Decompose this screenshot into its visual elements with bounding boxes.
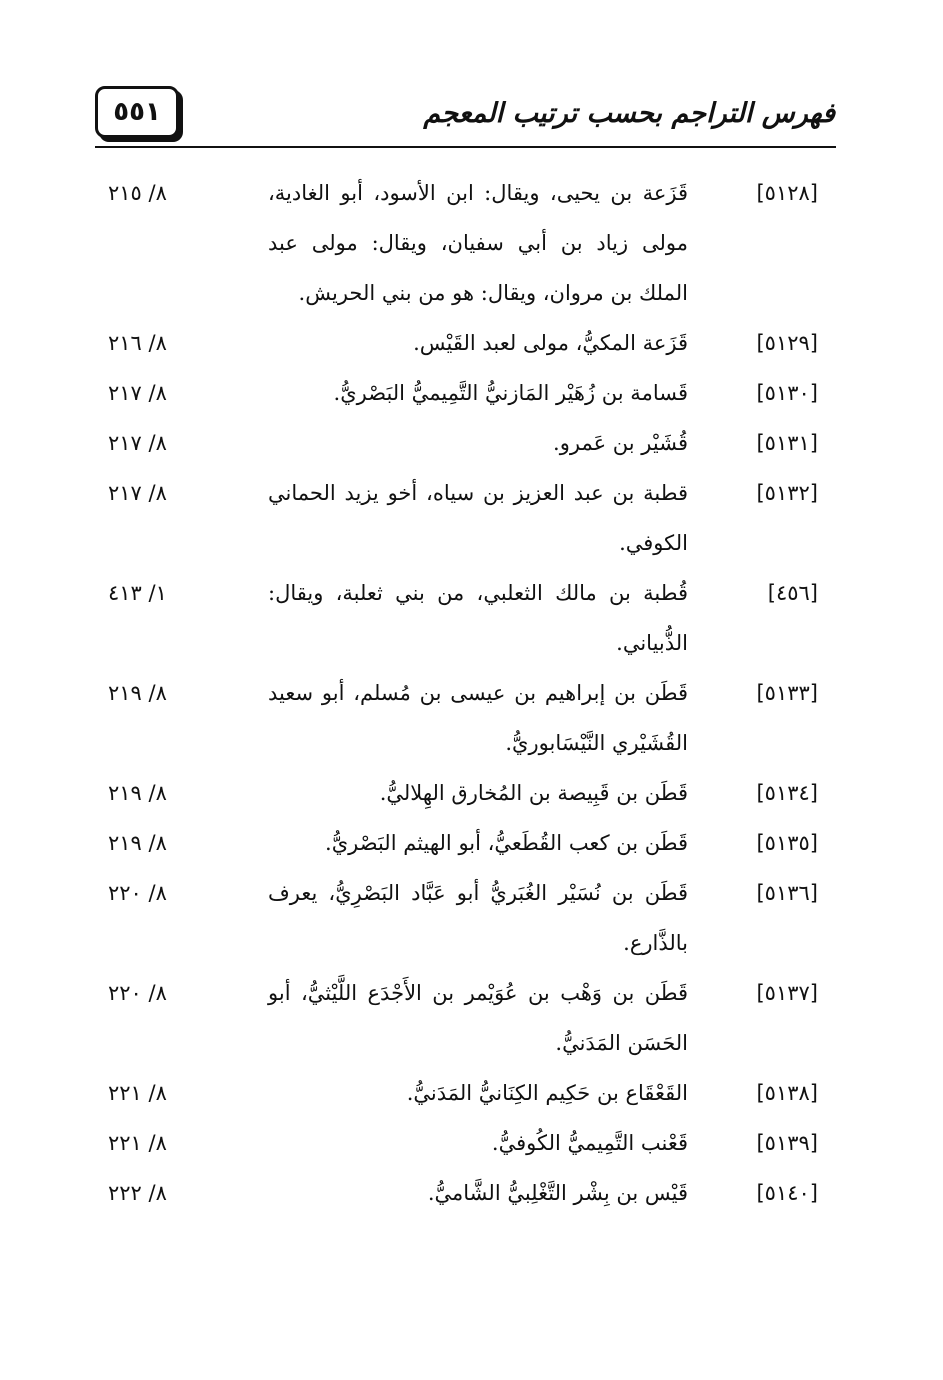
entry-reference: ٨/ ٢١٧: [108, 381, 167, 405]
entry-number: [٥١٣٧]: [756, 981, 818, 1005]
entry-reference: ٨/ ٢١٦: [108, 331, 167, 355]
header-divider: [95, 146, 836, 148]
index-entry-5131: [0, 418, 943, 468]
page-title: فهرس التراجم بحسب ترتيب المعجم: [423, 98, 835, 129]
entry-text: قطبة بن عبد العزيز بن سياه، أخو يزيد الحماني الكوفي.: [268, 481, 688, 555]
index-entry-5135: [0, 818, 943, 868]
entry-text: قَيْس بن بِشْر التَّغْلِبيُّ الشَّاميُّ.: [427, 1181, 688, 1205]
index-entry-5134: [0, 768, 943, 818]
entry-number: [٤٥٦]: [767, 581, 818, 605]
index-entry-456: [0, 568, 943, 668]
entry-number: [٥١٣٢]: [756, 481, 818, 505]
entry-number: [٥١٢٩]: [756, 331, 818, 355]
index-entry-5129: [0, 318, 943, 368]
entry-reference: ٨/ ٢١٥: [108, 181, 167, 205]
index-entry-5128: [0, 168, 943, 318]
entry-reference: ٨/ ٢٢٠: [108, 881, 167, 905]
entry-reference: ٨/ ٢١٩: [108, 781, 167, 805]
entry-reference: ٨/ ٢٢١: [108, 1131, 167, 1155]
entry-number: [٥١٢٨]: [756, 181, 818, 205]
entry-number: [٥١٤٠]: [756, 1181, 818, 1205]
entry-number: [٥١٣٨]: [756, 1081, 818, 1105]
entry-reference: ٨/ ٢٢٢: [108, 1181, 167, 1205]
index-entry-5133: [0, 668, 943, 768]
page-number: [95, 86, 179, 138]
index-entry-5140: [0, 1168, 943, 1218]
entry-text: قَطَن بن إبراهيم بن عيسى بن مُسلم، أبو سعيد القُشَيْري النَّيْسَابوريُّ.: [268, 681, 688, 755]
entry-text: قَطَن بن قَبِيصة بن المُخارق الهِلاليُّ.: [379, 781, 688, 805]
index-entry-5139: [0, 1118, 943, 1168]
entry-text: قَسامة بن زُهَيْر المَازنيُّ التَّمِيميُّ البَصْريُّ.: [333, 381, 688, 405]
entry-reference: ١/ ٤١٣: [108, 581, 167, 605]
index-entry-5136: [0, 868, 943, 968]
entry-number: [٥١٣٩]: [756, 1131, 818, 1155]
entry-text: قَزَعة المكيُّ، مولى لعبد القَيْس.: [413, 331, 688, 355]
entry-number: [٥١٣٠]: [756, 381, 818, 405]
entry-number: [٥١٣٤]: [756, 781, 818, 805]
entry-text: قَعْنب التَّمِيميُّ الكُوفيُّ.: [491, 1131, 688, 1155]
entry-reference: ٨/ ٢١٧: [108, 431, 167, 455]
page-number-text: ٥٥١: [113, 97, 161, 127]
entry-text: قُطبة بن مالك الثعلبي، من بني ثعلبة، ويقال: الذُّبياني.: [268, 581, 688, 655]
index-entry-5130: [0, 368, 943, 418]
entry-reference: ٨/ ٢٢١: [108, 1081, 167, 1105]
entry-text: قَطَن بن كعب القُطَعيُّ، أبو الهيثم البَصْريُّ.: [325, 831, 688, 855]
entry-text: قَزَعة بن يحيى، ويقال: ابن الأسود، أبو الغادية، مولى زياد بن أبي سفيان، ويقال: مولى عبد الملك بن مروان، ويقال: هو من بني الحريش.: [268, 181, 688, 305]
entry-number: [٥١٣٥]: [756, 831, 818, 855]
index-list: [0, 168, 943, 1218]
entry-reference: ٨/ ٢١٧: [108, 481, 167, 505]
entry-text: القَعْقَاع بن حَكِيم الكِنَانيُّ المَدَنيُّ.: [406, 1081, 688, 1105]
entry-text: قُشَيْر بن عَمرو.: [553, 431, 688, 455]
index-entry-5132: [0, 468, 943, 568]
entry-reference: ٨/ ٢١٩: [108, 681, 167, 705]
entry-number: [٥١٣٣]: [756, 681, 818, 705]
index-entry-5137: [0, 968, 943, 1068]
entry-number: [٥١٣١]: [756, 431, 818, 455]
entry-text: قَطَن بن نُسَيْر الغُبَريُّ أبو عَبَّاد البَصْرِيُّ، يعرف بالذَّارع.: [268, 881, 688, 955]
entry-reference: ٨/ ٢٢٠: [108, 981, 167, 1005]
index-entry-5138: [0, 1068, 943, 1118]
entry-text: قَطَن بن وَهْب بن عُوَيْمر بن الأَجْدَع اللَّيْثيُّ، أبو الحَسَن المَدَنيُّ.: [268, 981, 688, 1055]
entry-reference: ٨/ ٢١٩: [108, 831, 167, 855]
entry-number: [٥١٣٦]: [756, 881, 818, 905]
